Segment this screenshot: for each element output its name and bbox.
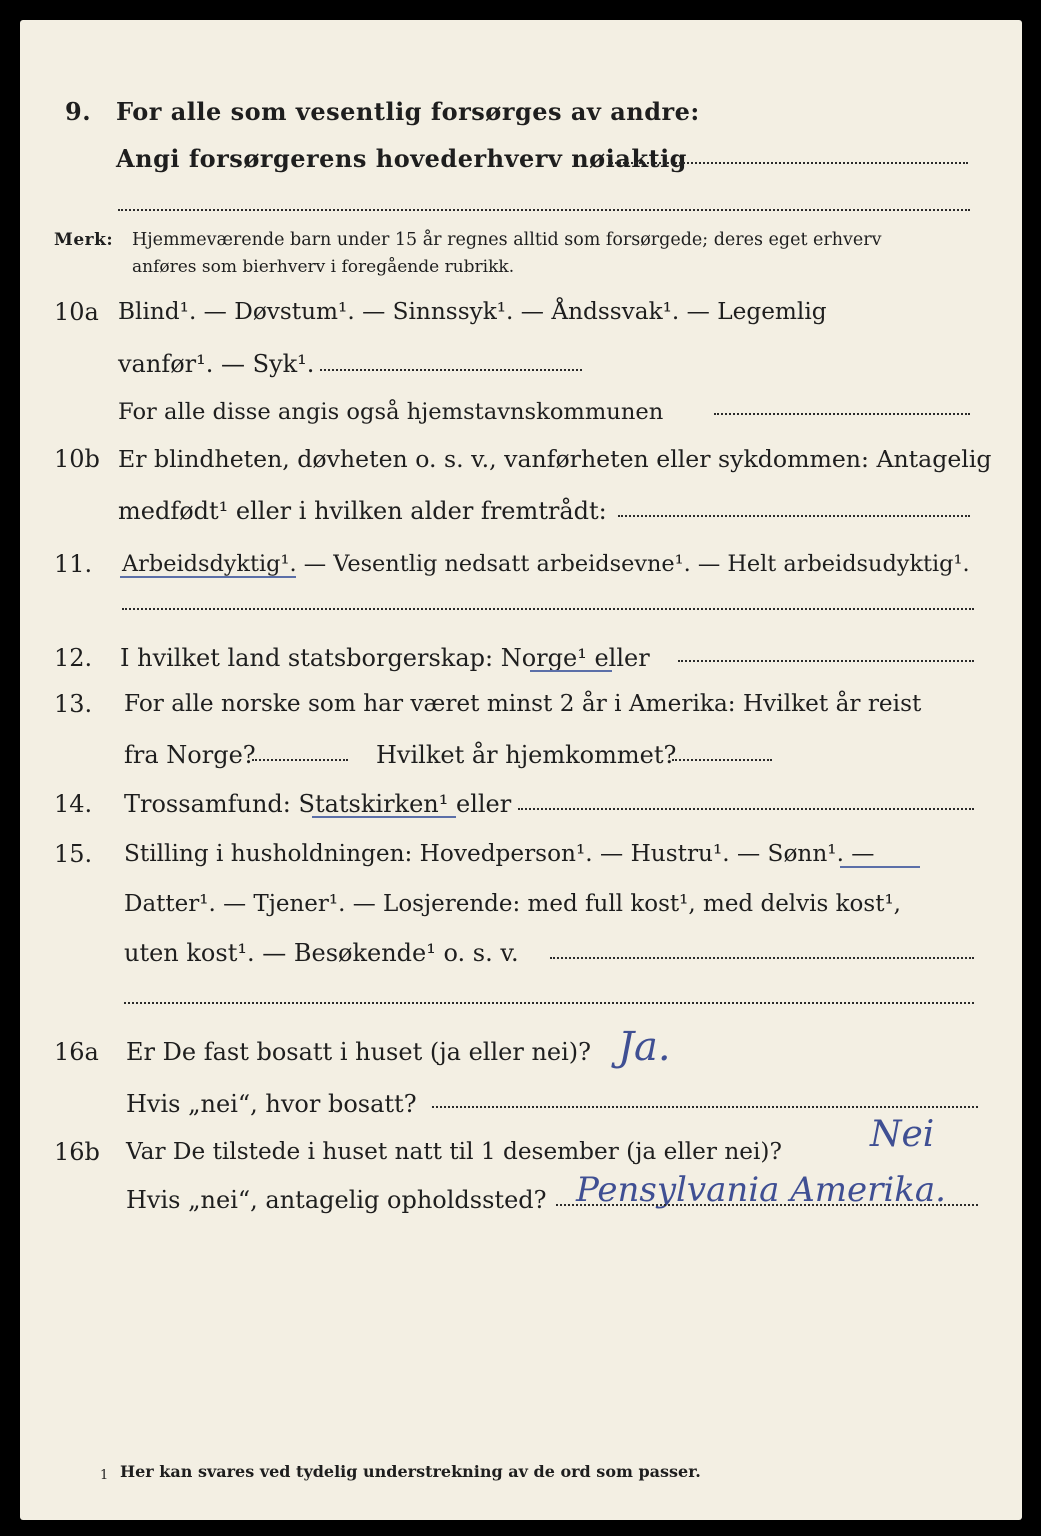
q16b-line-1: Var De tilstede i huset natt til 1 desember (ja eller nei)? (126, 1138, 782, 1165)
q13-number: 13. (54, 690, 93, 718)
q16a-line-2: Hvis „nei“, hvor bosatt? (126, 1090, 417, 1118)
q12-line-1: I hvilket land statsborgerskap: Norge¹ eller (120, 644, 650, 672)
q15-line-3: uten kost¹. — Besøkende¹ o. s. v. (124, 939, 519, 967)
q16b-location-line[interactable] (556, 1204, 978, 1206)
q10b-number: 10b (54, 445, 100, 473)
q13-return-line[interactable] (672, 759, 772, 761)
q16a-number: 16a (54, 1038, 99, 1066)
footnote-mark: 1 (100, 1468, 109, 1483)
q13-line-2a: fra Norge? (124, 741, 256, 769)
q11-number: 11. (54, 550, 93, 578)
q16b-handwritten-answer: Nei (870, 1114, 935, 1155)
q10b-answer-line[interactable] (618, 515, 970, 517)
q15-line-1: Stilling i husholdningen: Hovedperson¹. — Hustru¹. — Sønn¹. — (124, 840, 875, 867)
q11-handwritten-underline (120, 576, 296, 578)
q10a-answer-line[interactable] (320, 369, 582, 371)
merk-text-2: anføres som bierhverv i foregående rubrikk. (132, 257, 515, 277)
q15-handwritten-underline (840, 866, 920, 868)
q10a-line-3: For alle disse angis også hjemstavnskommunen (118, 399, 664, 425)
q16a-line-1: Er De fast bosatt i huset (ja eller nei)? (126, 1038, 592, 1066)
q12-handwritten-underline (530, 670, 612, 672)
q10a-line-1: Blind¹. — Døvstum¹. — Sinnssyk¹. — Åndssvak¹. — Legemlig (118, 298, 827, 325)
q16a-handwritten-answer: Ja. (618, 1024, 671, 1070)
q9-number: 9. (65, 97, 92, 126)
q14-line-1: Trossamfund: Statskirken¹ eller (124, 790, 512, 818)
q13-line-1: For alle norske som har været minst 2 år i Amerika: Hvilket år reist (124, 690, 922, 717)
q16b-number: 16b (54, 1138, 100, 1166)
q16b-line-2: Hvis „nei“, antagelig opholdssted? (126, 1186, 547, 1214)
q9-title: For alle som vesentlig forsørges av andre: (116, 97, 700, 126)
q14-number: 14. (54, 790, 93, 818)
q9-line: Angi forsørgerens hovederhverv nøiaktig (116, 144, 687, 173)
q11-line-1: Arbeidsdyktig¹. — Vesentlig nedsatt arbeidsevne¹. — Helt arbeidsudyktig¹. (122, 551, 970, 577)
q14-answer-line[interactable] (518, 808, 974, 810)
q15-answer-line[interactable] (550, 957, 974, 959)
q11-answer-line[interactable] (122, 608, 974, 610)
merk-text-1: Hjemmeværende barn under 15 år regnes alltid som forsørgede; deres eget erhverv (132, 230, 882, 250)
q10a-home-line[interactable] (714, 413, 970, 415)
q15-number: 15. (54, 840, 93, 868)
q16b-handwritten-location: Pensylvania Amerika. (576, 1170, 946, 1210)
q16a-residence-line[interactable] (432, 1106, 978, 1108)
q15-line-2: Datter¹. — Tjener¹. — Losjerende: med full kost¹, med delvis kost¹, (124, 891, 901, 917)
q9-answer-line[interactable] (608, 162, 968, 164)
q10a-number: 10a (54, 298, 99, 326)
merk-label: Merk: (54, 230, 114, 250)
q12-answer-line[interactable] (678, 660, 974, 662)
q10b-line-2: medfødt¹ eller i hvilken alder fremtrådt: (118, 497, 607, 525)
q9-answer-line-2[interactable] (118, 209, 970, 211)
q14-handwritten-underline (312, 816, 456, 818)
q10b-line-1: Er blindheten, døvheten o. s. v., vanførheten eller sykdommen: Antagelig (118, 445, 992, 473)
q13-departure-line[interactable] (252, 759, 348, 761)
census-form-page (20, 20, 1022, 1520)
q13-line-2b: Hvilket år hjemkommet? (376, 741, 677, 769)
q10a-line-2: vanfør¹. — Syk¹. (118, 350, 315, 378)
q12-number: 12. (54, 644, 93, 672)
q15-answer-line-2[interactable] (124, 1002, 974, 1004)
footnote-text: Her kan svares ved tydelig understrekning av de ord som passer. (120, 1462, 701, 1481)
